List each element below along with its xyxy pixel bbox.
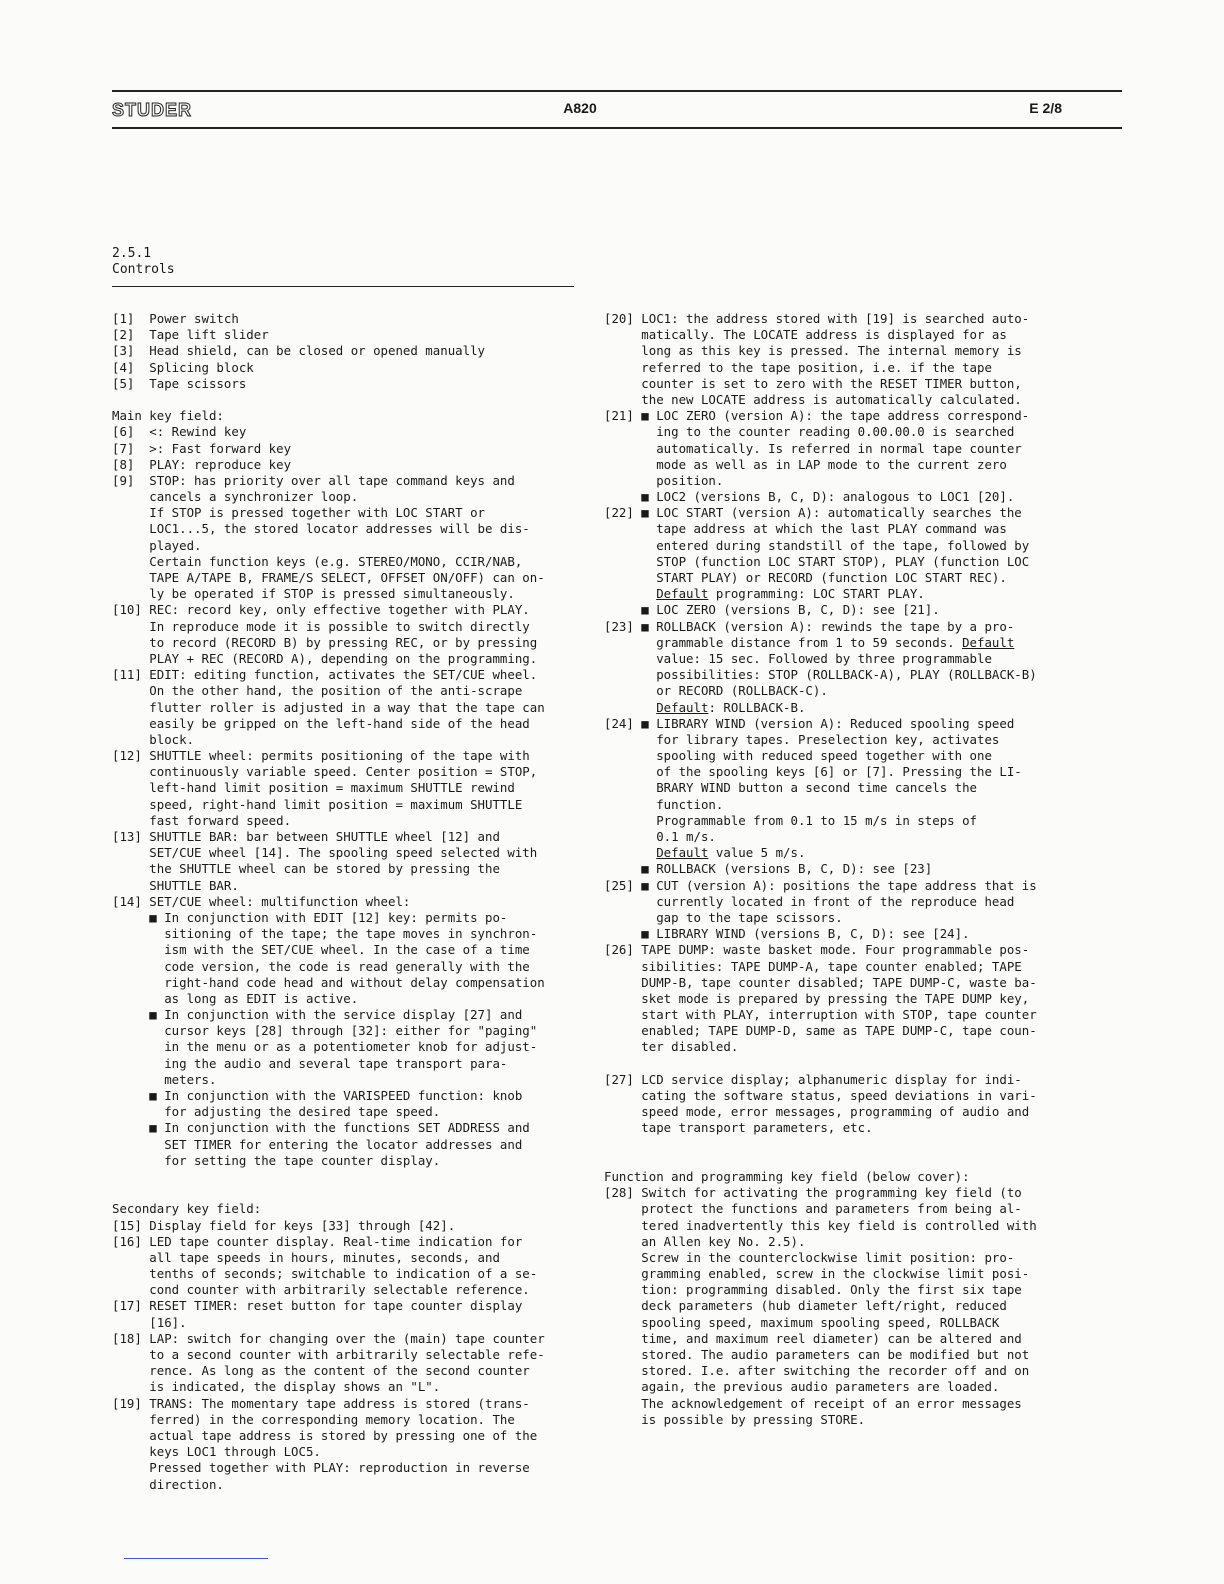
text-line: spooling speed, maximum spooling speed, ROLLBACK: [604, 1314, 1000, 1330]
text-line: ■ In conjunction with the VARISPEED function: knob: [112, 1088, 523, 1103]
text-line: SHUTTLE BAR.: [112, 877, 239, 893]
text-line: [26] TAPE DUMP: waste basket mode. Four programmable pos-: [604, 942, 1030, 958]
text-line: rence. As long as the content of the second counter: [112, 1363, 530, 1379]
text-line: protect the functions and parameters from being al-: [604, 1201, 1022, 1217]
text-line: On the other hand, the position of the anti-scrape: [112, 683, 523, 699]
text-line: BRARY WIND button a second time cancels the: [604, 780, 977, 796]
text-line: stored. I.e. after switching the recorder off and on: [604, 1363, 1030, 1379]
text-line: [604, 1137, 1037, 1153]
text-line: actual tape address is stored by pressing one of the: [112, 1427, 538, 1443]
text-line: [3] Head shield, can be closed or opened manually: [112, 343, 485, 359]
text-line: direction.: [112, 1476, 224, 1492]
text-line: [18] LAP: switch for changing over the (main) tape counter: [112, 1330, 545, 1346]
text-line: Function and programming key field (below cover):: [604, 1168, 970, 1184]
text-line: spooling with reduced speed together with one: [604, 748, 992, 764]
text-line: [9] STOP: has priority over all tape command keys and: [112, 472, 515, 488]
text-line: Default programming: LOC START PLAY.: [656, 586, 925, 602]
text-line: ■ LOC2 (versions B, C, D): analogous to LOC1 [20].: [604, 489, 1015, 505]
text-line: position.: [604, 472, 724, 488]
text-line: speed mode, error messages, programming of audio and: [604, 1104, 1030, 1120]
text-line: counter is set to zero with the RESET TIMER button,: [604, 375, 1022, 391]
text-line: is indicated, the display shows an "L".: [112, 1379, 441, 1395]
text-line: [112, 392, 545, 408]
text-line: mode as well as in LAP mode to the current zero: [604, 456, 1007, 472]
text-line: PLAY + REC (RECORD A), depending on the programming.: [112, 650, 538, 666]
text-line: [21] ■ LOC ZERO (version A): the tape address correspond-: [604, 408, 1030, 424]
text-line: start with PLAY, interruption with STOP, tape counter: [604, 1007, 1037, 1023]
text-line: [28] Switch for activating the programming key field (to: [604, 1185, 1022, 1201]
text-line: played.: [112, 537, 202, 553]
text-line: [19] TRANS: The momentary tape address is stored (trans-: [112, 1395, 530, 1411]
studer-logo: STUDER: [112, 100, 193, 120]
text-line: function.: [604, 796, 724, 812]
text-line: [1] Power switch: [112, 311, 239, 326]
text-line: matically. The LOCATE address is displayed for as: [604, 327, 1007, 343]
text-line: speed, right-hand limit position = maximum SHUTTLE: [112, 796, 523, 812]
text-line: automatically. Is referred in normal tape counter: [604, 440, 1022, 456]
text-line: [604, 1153, 1037, 1169]
text-line: [15] Display field for keys [33] through [42].: [112, 1217, 456, 1233]
text-line: for adjusting the desired tape speed.: [112, 1104, 441, 1120]
text-line: [112, 1169, 545, 1185]
text-line: Programmable from 0.1 to 15 m/s in steps of: [604, 812, 977, 828]
text-line: to record (RECORD B) by pressing REC, or by pressing: [112, 634, 538, 650]
text-line: [17] RESET TIMER: reset button for tape counter display: [112, 1298, 523, 1314]
header-top-rule: [112, 90, 1122, 92]
text-line: is possible by pressing STORE.: [604, 1411, 866, 1427]
text-line: [14] SET/CUE wheel: multifunction wheel:: [112, 893, 411, 909]
section-title: Controls: [112, 262, 175, 277]
text-line: sibilities: TAPE DUMP-A, tape counter enabled; TAPE: [604, 958, 1022, 974]
text-line: entered during standstill of the tape, followed by: [604, 537, 1030, 553]
text-line: DUMP-B, tape counter disabled; TAPE DUMP-C, waste ba-: [604, 974, 1037, 990]
text-line: [12] SHUTTLE wheel: permits positioning of the tape with: [112, 748, 530, 764]
text-line: deck parameters (hub diameter left/right, reduced: [604, 1298, 1007, 1314]
page-number: E 2/8: [1029, 100, 1062, 116]
text-line: block.: [112, 731, 195, 747]
text-line: [7] >: Fast forward key: [112, 440, 292, 456]
text-line: [25] ■ CUT (version A): positions the tape address that is: [604, 877, 1037, 893]
text-line: In reproduce mode it is possible to switch directly: [112, 618, 530, 634]
section-number: 2.5.1: [112, 246, 152, 261]
text-line: ■ ROLLBACK (versions B, C, D): see [23]: [604, 861, 933, 877]
text-line: If STOP is pressed together with LOC START or: [112, 505, 485, 521]
text-line: or RECORD (ROLLBACK-C).: [604, 683, 828, 699]
text-line: ly be operated if STOP is pressed simultaneously.: [112, 586, 515, 602]
text-line: TAPE A/TAPE B, FRAME/S SELECT, OFFSET ON/OFF) can on-: [112, 570, 545, 585]
text-line: ■ LOC ZERO (versions B, C, D): see [21].: [604, 602, 940, 618]
text-line: enabled; TAPE DUMP-D, same as TAPE DUMP-C, tape coun-: [604, 1023, 1037, 1039]
text-line: sitioning of the tape; the tape moves in synchron-: [112, 926, 538, 942]
text-line: for library tapes. Preselection key, activates: [604, 731, 1000, 747]
text-line: time, and maximum reel diameter) can be altered and: [604, 1330, 1022, 1346]
text-line: ism with the SET/CUE wheel. In the case of a time: [112, 942, 530, 958]
text-line: [4] Splicing block: [112, 359, 254, 375]
text-line: ter disabled.: [604, 1039, 739, 1055]
text-line: in the menu or as a potentiometer knob for adjust-: [112, 1039, 538, 1055]
text-line: the new LOCATE address is automatically calculated.: [604, 391, 1022, 407]
text-line: keys LOC1 through LOC5.: [112, 1444, 321, 1460]
text-line: value: 15 sec. Followed by three programmable: [604, 650, 992, 666]
text-line: [2] Tape lift slider: [112, 327, 269, 343]
section-rule: [112, 286, 574, 287]
text-line: cond counter with arbitrarily selectable reference.: [112, 1282, 530, 1298]
text-line: of the spooling keys [6] or [7]. Pressing the LI-: [604, 764, 1022, 780]
text-line: flutter roller is adjusted in a way that the tape can: [112, 699, 545, 715]
text-line: stored. The audio parameters can be modified but not: [604, 1347, 1030, 1362]
text-line: meters.: [112, 1071, 217, 1087]
text-line: Default: ROLLBACK-B.: [656, 699, 806, 715]
text-line: again, the previous audio parameters are loaded.: [604, 1379, 1000, 1395]
right-column: [604, 311, 1037, 1428]
text-line: gramming enabled, screw in the clockwise limit posi-: [604, 1266, 1030, 1282]
text-line: ■ LIBRARY WIND (versions B, C, D): see [24].: [604, 926, 970, 942]
text-line: tape transport parameters, etc.: [604, 1120, 873, 1136]
text-line: cating the software status, speed deviations in vari-: [604, 1088, 1037, 1103]
header-bottom-rule: [112, 127, 1122, 129]
text-line: possibilities: STOP (ROLLBACK-A), PLAY (ROLLBACK-B): [604, 667, 1037, 683]
text-line: [13] SHUTTLE BAR: bar between SHUTTLE wheel [12] and: [112, 829, 500, 844]
text-line: ■ In conjunction with the functions SET ADDRESS and: [112, 1120, 530, 1136]
text-line: ferred) in the corresponding memory location. The: [112, 1411, 515, 1427]
text-line: SET/CUE wheel [14]. The spooling speed selected with: [112, 845, 538, 861]
text-line: [5] Tape scissors: [112, 375, 247, 391]
text-line: [8] PLAY: reproduce key: [112, 456, 292, 472]
text-line: [16].: [112, 1314, 187, 1330]
text-line: as long as EDIT is active.: [112, 990, 359, 1006]
text-line: ■ In conjunction with the service display [27] and: [112, 1007, 523, 1023]
text-line: tion: programming disabled. Only the first six tape: [604, 1282, 1022, 1298]
text-line: ■ In conjunction with EDIT [12] key: permits po-: [112, 909, 508, 925]
text-line: easily be gripped on the left-hand side of the head: [112, 715, 530, 731]
text-line: START PLAY) or RECORD (function LOC START REC).: [604, 570, 1007, 585]
text-line: Default value 5 m/s.: [656, 845, 806, 861]
text-line: tered inadvertently this key field is controlled with: [604, 1217, 1037, 1233]
text-line: all tape speeds in hours, minutes, seconds, and: [112, 1249, 500, 1265]
section-heading: [112, 246, 175, 278]
text-line: [10] REC: record key, only effective together with PLAY.: [112, 602, 530, 618]
text-line: gap to the tape scissors.: [604, 909, 843, 925]
text-line: [11] EDIT: editing function, activates the SET/CUE wheel.: [112, 667, 538, 683]
text-line: [604, 1056, 1037, 1072]
text-line: Main key field:: [112, 408, 224, 424]
text-line: [22] ■ LOC START (version A): automatically searches the: [604, 505, 1022, 521]
text-line: continuously variable speed. Center position = STOP,: [112, 764, 538, 780]
text-line: sket mode is prepared by pressing the TAPE DUMP key,: [604, 990, 1030, 1006]
text-line: to a second counter with arbitrarily selectable refe-: [112, 1347, 545, 1362]
text-line: [112, 1185, 545, 1201]
text-line: tenths of seconds; switchable to indication of a se-: [112, 1266, 538, 1282]
text-line: an Allen key No. 2.5).: [604, 1233, 806, 1249]
text-line: [27] LCD service display; alphanumeric display for indi-: [604, 1071, 1022, 1087]
text-line: LOC1...5, the stored locator addresses will be dis-: [112, 521, 530, 537]
model-name: A820: [563, 100, 597, 116]
text-line: long as this key is pressed. The internal memory is: [604, 343, 1022, 359]
text-line: [6] <: Rewind key: [112, 424, 247, 440]
text-line: [16] LED tape counter display. Real-time indication for: [112, 1233, 523, 1249]
text-line: the SHUTTLE wheel can be stored by pressing the: [112, 861, 500, 877]
text-line: [24] ■ LIBRARY WIND (version A): Reduced spooling speed: [604, 715, 1015, 731]
text-line: for setting the tape counter display.: [112, 1152, 441, 1168]
text-line: SET TIMER for entering the locator addresses and: [112, 1136, 523, 1152]
text-line: left-hand limit position = maximum SHUTTLE rewind: [112, 780, 515, 796]
text-line: ing to the counter reading 0.00.00.0 is searched: [604, 424, 1015, 440]
footer-link-line: [124, 1558, 268, 1559]
left-column: [112, 311, 545, 1493]
text-line: currently located in front of the reproduce head: [604, 893, 1015, 909]
text-line: ing the audio and several tape transport para-: [112, 1055, 508, 1071]
text-line: Certain function keys (e.g. STEREO/MONO, CCIR/NAB,: [112, 553, 523, 569]
text-line: cancels a synchronizer loop.: [112, 489, 359, 505]
text-line: Screw in the counterclockwise limit position: pro-: [604, 1249, 1015, 1265]
text-line: 0.1 m/s.: [604, 829, 716, 844]
text-line: [20] LOC1: the address stored with [19] is searched auto-: [604, 311, 1030, 326]
text-line: tape address at which the last PLAY command was: [604, 521, 1007, 537]
text-line: Pressed together with PLAY: reproduction in reverse: [112, 1460, 530, 1476]
text-line: code version, the code is read generally with the: [112, 958, 530, 974]
text-line: cursor keys [28] through [32]: either for "paging": [112, 1023, 538, 1039]
text-line: right-hand code head and without delay compensation: [112, 974, 545, 990]
text-line: [23] ■ ROLLBACK (version A): rewinds the tape by a pro-: [604, 618, 1015, 634]
text-line: grammable distance from 1 to 59 seconds. Default: [604, 634, 1015, 650]
text-line: referred to the tape position, i.e. if the tape: [604, 359, 992, 375]
text-line: STOP (function LOC START STOP), PLAY (function LOC: [604, 553, 1030, 569]
text-line: The acknowledgement of receipt of an error messages: [604, 1395, 1022, 1411]
text-line: fast forward speed.: [112, 812, 292, 828]
text-line: Secondary key field:: [112, 1201, 262, 1217]
